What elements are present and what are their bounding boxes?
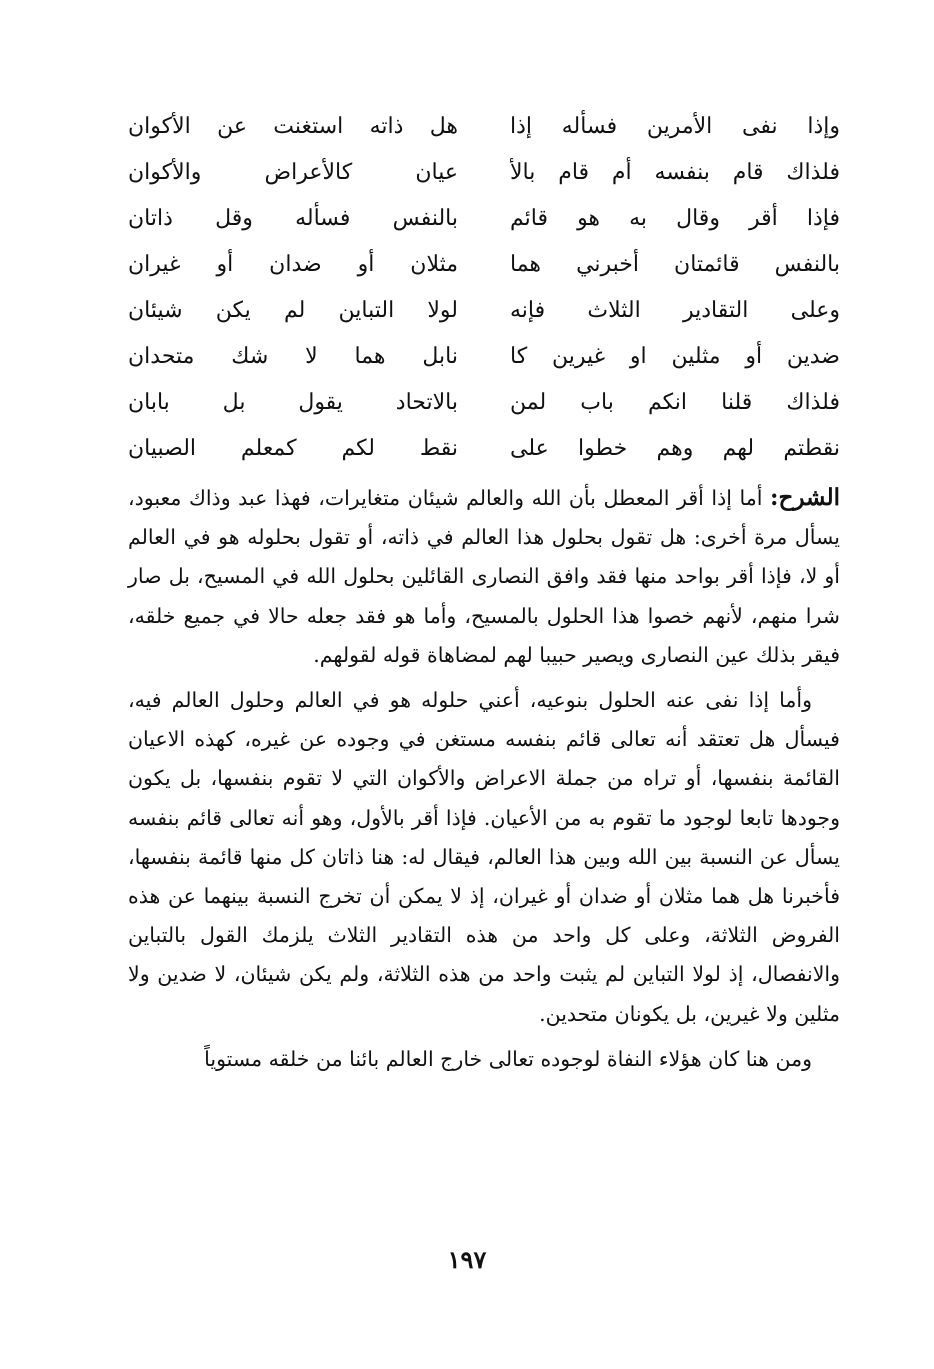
verse-second-hemistich: عيان كالأعراض والأكوان	[128, 160, 458, 185]
commentary-paragraph-text: أما إذا أقر المعطل بأن الله والعالم شيئان متغايرات، فهذا عبد وذاك معبود، يسأل مرة أخرى: هل تقول بحلول هذا العالم في ذاته، أو تقول بحلوله هو في العالم أو لا، فإذا أقر بواحد منها فقد وافق النصارى القائلين بحلول الله في المسيح، بل صار شرا منهم، لأنهم خصوا هذا الحلول بالمسيح، وأما هو فقد جعله حالا في جميع خلقه، فيقر بذلك عين النصارى ويصير حبيبا لهم لمضاهاة قوله لقولهم.	[128, 486, 840, 667]
commentary-paragraph: ومن هنا كان هؤلاء النفاة لوجوده تعالى خارج العالم بائنا من خلقه مستوياً	[204, 1046, 812, 1071]
verse-line	[128, 381, 840, 425]
verse-first-hemistich: وإذا نفى الأمرين فسأله إذا	[510, 114, 840, 139]
verse-line	[128, 289, 840, 333]
verse-line	[128, 427, 840, 471]
verse-line	[128, 197, 840, 241]
verse-line	[128, 105, 840, 149]
page-number: ١٩٧	[447, 1245, 487, 1274]
verse-second-hemistich: نابل هما لا شك متحدان	[128, 344, 458, 369]
verse-first-hemistich: ضدين أو مثلين او غيرين كا	[510, 344, 840, 369]
commentary-block	[128, 478, 840, 1079]
verse-first-hemistich: فلذاك قام بنفسه أم قام بالأ	[510, 160, 840, 185]
verse-second-hemistich: مثلان أو ضدان أو غيران	[128, 252, 458, 277]
commentary-paragraph: وأما إذا نفى عنه الحلول بنوعيه، أعني حلوله هو في العالم وحلول العالم فيه، فيسأل هل تعتقد أنه تعالى قائم بنفسه مستغن في وجوده عن غيره، كهذه الاعيان القائمة بنفسها، أو تراه من جملة الاعراض والأكوان التي لا تقوم بنفسها، بل يكون وجودها تابعا لوجود ما تقوم به من الأعيان. فإذا أقر بالأول، وهو أنه تعالى قائم بنفسه يسأل عن النسبة بين الله وبين هذا العالم، فيقال له: هنا ذاتان كل منها قائمة بنفسها، فأخبرنا هل هما مثلان أو ضدان أو غيران، إذ لا يمكن أن تخرج النسبة بينهما عن هذه الفروض الثلاثة، وعلى كل واحد من هذه التقادير الثلاث يلزمك القول بالتباين والانفصال، إذ لولا التباين لم يثبت واحد من هذه الثلاثة، ولم يكن شيئان، لا ضدين ولا مثلين ولا غيرين، بل يكونان متحدين.	[128, 688, 840, 1026]
commentary-paragraph	[128, 478, 840, 675]
verse-first-hemistich: بالنفس قائمتان أخبرني هما	[510, 252, 840, 277]
verse-first-hemistich: فإذا أقر وقال به هو قائم	[510, 206, 840, 231]
verse-second-hemistich: نقط لكم كمعلم الصبيان	[128, 436, 458, 461]
verse-line	[128, 335, 840, 379]
commentary-label: الشرح:	[770, 484, 840, 511]
verse-line	[128, 151, 840, 195]
verse-second-hemistich: بالاتحاد يقول بل بابان	[128, 390, 458, 415]
verse-line	[128, 243, 840, 287]
verse-first-hemistich: فلذاك قلنا انكم باب لمن	[510, 390, 840, 415]
verse-second-hemistich: بالنفس فسأله وقل ذاتان	[128, 206, 458, 231]
verse-first-hemistich: نقطتم لهم وهم خطوا على	[510, 436, 840, 461]
verse-second-hemistich: لولا التباين لم يكن شيئان	[128, 298, 458, 323]
verse-second-hemistich: هل ذاته استغنت عن الأكوان	[128, 114, 458, 139]
verse-first-hemistich: وعلى التقادير الثلاث فإنه	[510, 298, 840, 323]
poem-block	[128, 105, 840, 467]
